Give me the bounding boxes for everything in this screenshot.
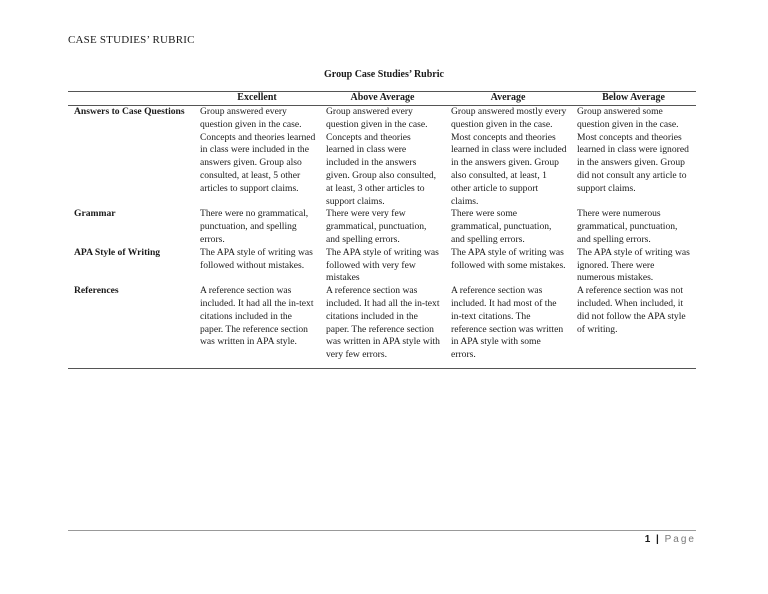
rubric-cell: Group answered every question given in the case. Concepts and theories learned in class were included in the answers given. Group also consulted, at least, 5 other articles to support claims. — [200, 106, 316, 194]
page-number: 1 — [644, 534, 651, 545]
rubric-cell: Group answered some question given in the case. Most concepts and theories learned in class were ignored in the answers given. Group did not consult any article to support claims. — [577, 106, 689, 194]
page-separator: | — [656, 534, 659, 545]
rubric-row-answers — [68, 106, 696, 209]
rubric-cell: The APA style of writing was followed with very few mistakes — [326, 246, 439, 284]
rubric-header-row — [68, 92, 696, 106]
rubric-row-references — [68, 285, 696, 368]
criterion-label: Grammar — [74, 208, 116, 220]
rubric-cell: There were no grammatical, punctuation, and spelling errors. — [200, 208, 309, 245]
footer-divider — [68, 530, 696, 531]
rubric-row-grammar — [68, 208, 696, 246]
criterion-label: APA Style of Writing — [74, 246, 161, 258]
column-header-below-average: Below Average — [571, 92, 696, 106]
running-header: CASE STUDIES’ RUBRIC — [68, 34, 195, 46]
column-header-criterion — [68, 92, 194, 106]
rubric-cell: Group answered mostly every question given in the case. Most concepts and theories learned in class were included in the answers given. Group also consulted, at least, 1 other article to support claims. — [451, 106, 567, 207]
rubric-cell: A reference section was included. It had all the in-text citations included in the paper. The reference section was written in APA style. — [194, 285, 320, 368]
rubric-cell: A reference section was not included. When included, it did not follow the APA style of writing. — [571, 285, 696, 368]
rubric-cell: There were some grammatical, punctuation, and spelling errors. — [451, 208, 552, 245]
rubric-cell: Group answered every question given in the case. Concepts and theories learned in class were included in the answers given. Group also consulted, at least, 3 other articles to support claims. — [326, 106, 437, 207]
criterion-label: Answers to Case Questions — [74, 106, 185, 117]
rubric-row-apa — [68, 247, 696, 285]
rubric-cell: There were very few grammatical, punctuation, and spelling errors. — [326, 208, 427, 245]
rubric-cell: There were numerous grammatical, punctuation, and spelling errors. — [577, 208, 678, 245]
column-header-excellent: Excellent — [194, 92, 320, 106]
rubric-cell: The APA style of writing was ignored. There were numerous mistakes. — [577, 246, 690, 284]
rubric-cell: A reference section was included. It had most of the in-text citations. The reference section was written in APA style with some errors. — [445, 285, 571, 368]
rubric-cell: The APA style of writing was followed with some mistakes. — [451, 246, 566, 271]
rubric-table — [68, 91, 696, 369]
criterion-label: References — [68, 285, 194, 368]
column-header-above-average: Above Average — [320, 92, 445, 106]
rubric-cell: The APA style of writing was followed without mistakes. — [200, 246, 313, 271]
document-title: Group Case Studies’ Rubric — [324, 69, 444, 80]
page-label: Page — [664, 534, 696, 545]
page-footer — [645, 534, 696, 545]
rubric-cell: A reference section was included. It had all the in-text citations included in the paper. The reference section was written in APA style with very few errors. — [320, 285, 445, 368]
column-header-average: Average — [445, 92, 571, 106]
